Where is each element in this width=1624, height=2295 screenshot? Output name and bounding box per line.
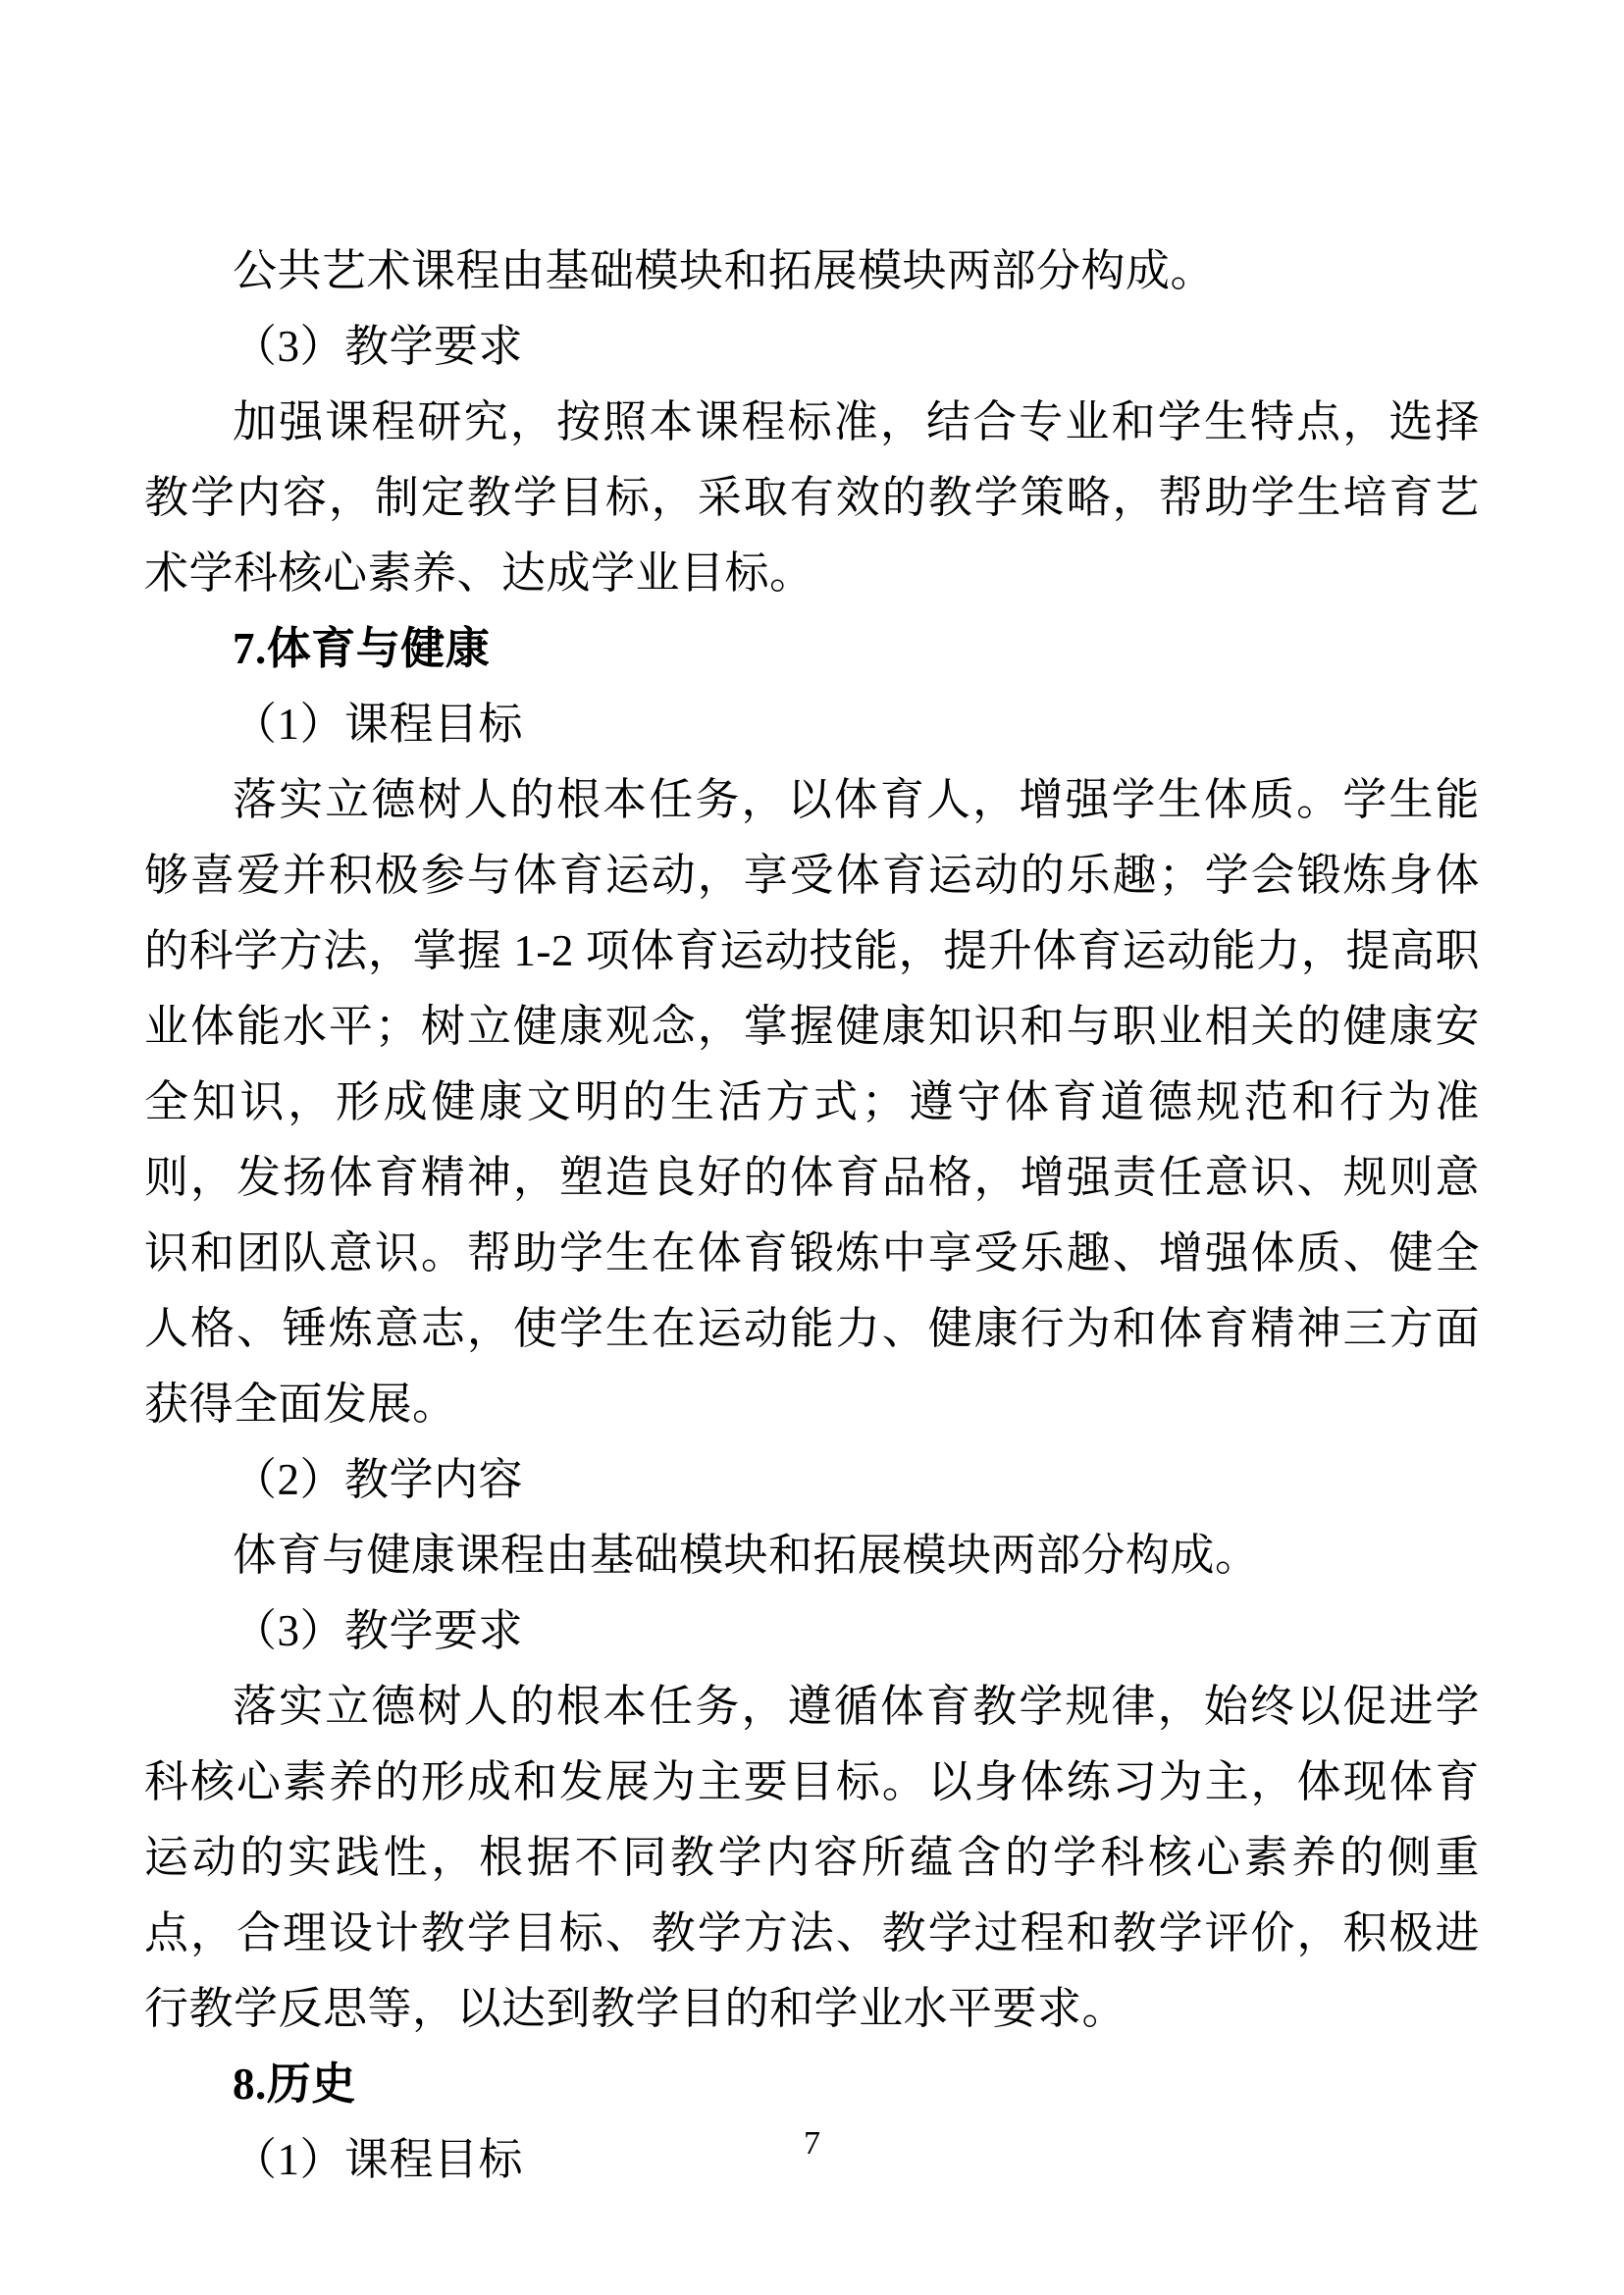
para-pe-teaching-requirements: 落实立德树人的根本任务，遵循体育教学规律，始终以促进学科核心素养的形成和发展为主要目标。以身体练习为主，体现体育运动的实践性，根据不同教学内容所蕴含的学科核心素养的侧重点，合理设计教学目标、教学方法、教学过程和教学评价，积极进行教学反思等，以达到教学目的和学业水平要求。	[144, 1682, 1480, 2033]
page-number: 7	[804, 2125, 820, 2162]
heading-history: 8.历史	[233, 2060, 356, 2109]
para-pe-course-objectives: 落实立德树人的根本任务，以体育人，增强学生体质。学生能够喜爱并积极参与体育运动，享受体育运动的乐趣；学会锻炼身体的科学方法，掌握 1-2 项体育运动技能，提升体育运动能力，提高职业体能水平；树立健康观念，掌握健康知识和与职业相关的健康安全知识，形成健康文明的生活方式；遵守体育道德规范和行为准则，发扬体育精神，塑造良好的体育品格，增强责任意识、规则意识和团队意识。帮助学生在体育锻炼中享受乐趣、增强体质、健全人格、锤炼意志，使学生在运动能力、健康行为和体育精神三方面获得全面发展。	[144, 775, 1480, 1429]
subhead-teaching-content-pe: （2）教学内容	[233, 1455, 524, 1504]
subhead-course-objectives-history: （1）课程目标	[233, 2135, 524, 2184]
subhead-teaching-requirements-pe: （3）教学要求	[233, 1606, 524, 1655]
subhead-course-objectives-pe: （1）课程目标	[233, 700, 524, 749]
subhead-teaching-requirements-art: （3）教学要求	[233, 322, 524, 371]
heading-pe-health: 7.体育与健康	[233, 624, 491, 673]
para-art-course-composition: 公共艺术课程由基础模块和拓展模块两部分构成。	[233, 246, 1216, 295]
para-pe-course-composition: 体育与健康课程由基础模块和拓展模块两部分构成。	[233, 1531, 1260, 1580]
document-body	[144, 234, 1480, 2198]
para-art-teaching-requirements: 加强课程研究，按照本课程标准，结合专业和学生特点，选择教学内容，制定教学目标，采取有效的教学策略，帮助学生培育艺术学科核心素养、达成学业目标。	[144, 397, 1480, 598]
